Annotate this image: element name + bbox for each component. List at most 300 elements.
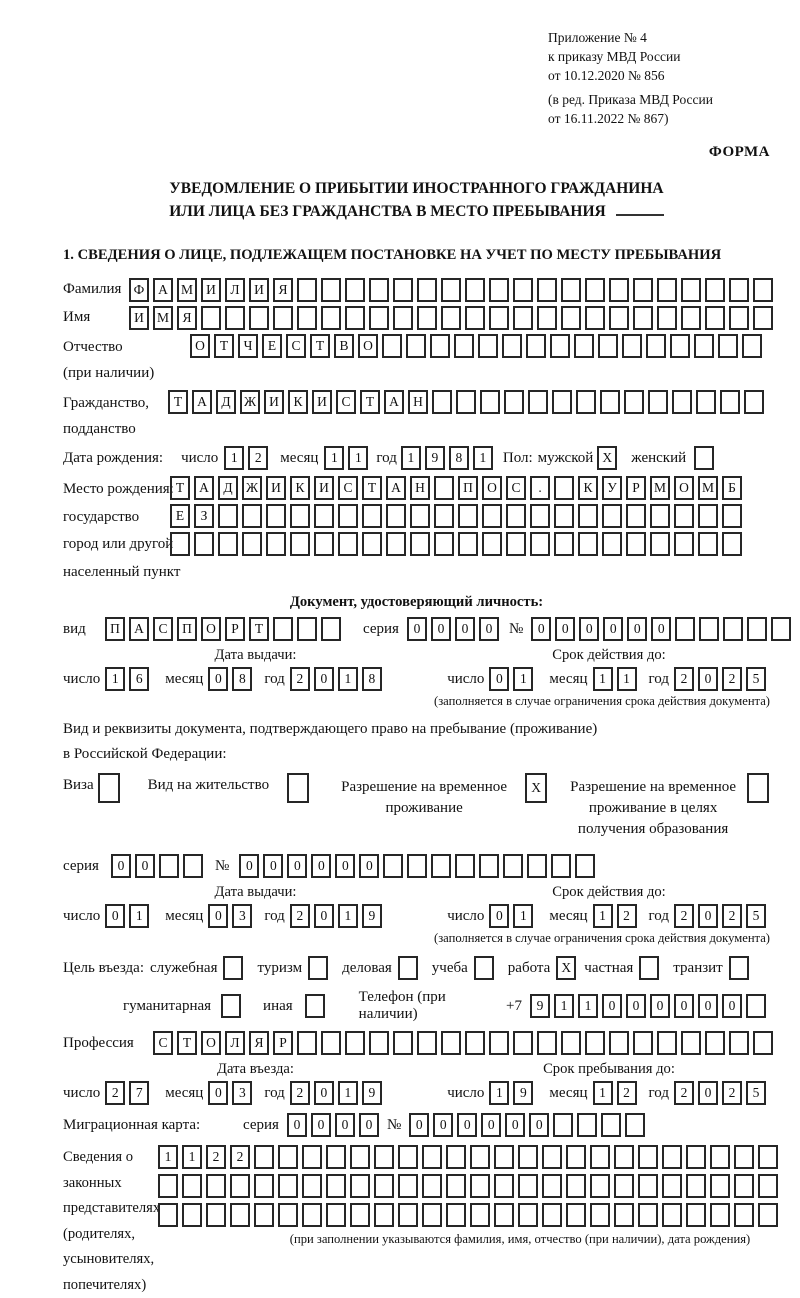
birth-year-cells[interactable]	[401, 446, 497, 470]
form-cell[interactable]: 0	[407, 617, 427, 641]
form-cell[interactable]: 9	[425, 446, 445, 470]
form-cell[interactable]: К	[290, 476, 310, 500]
form-cell[interactable]: 2	[674, 667, 694, 691]
valid-day-cells[interactable]	[489, 667, 537, 691]
form-cell[interactable]	[458, 532, 478, 556]
form-cell[interactable]	[554, 532, 574, 556]
visa-checkbox[interactable]	[98, 773, 120, 803]
form-cell[interactable]	[225, 306, 245, 330]
form-cell[interactable]	[681, 278, 701, 302]
form-cell[interactable]: Ч	[238, 334, 258, 358]
form-cell[interactable]: 1	[158, 1145, 178, 1169]
form-cell[interactable]	[657, 306, 677, 330]
form-cell[interactable]: 1	[338, 1081, 358, 1105]
form-cell[interactable]	[374, 1174, 394, 1198]
form-cell[interactable]	[518, 1174, 538, 1198]
form-cell[interactable]: Т	[310, 334, 330, 358]
form-cell[interactable]	[446, 1145, 466, 1169]
form-cell[interactable]	[406, 334, 426, 358]
form-cell[interactable]: 0	[431, 617, 451, 641]
valid-month-cells[interactable]	[593, 667, 641, 691]
form-cell[interactable]	[577, 1113, 597, 1137]
form-cell[interactable]: И	[249, 278, 269, 302]
form-cell[interactable]	[345, 278, 365, 302]
form-cell[interactable]	[575, 854, 595, 878]
form-cell[interactable]	[602, 532, 622, 556]
form-cell[interactable]: И	[314, 476, 334, 500]
form-cell[interactable]	[650, 504, 670, 528]
form-cell[interactable]	[710, 1174, 730, 1198]
form-cell[interactable]	[527, 854, 547, 878]
form-cell[interactable]	[297, 306, 317, 330]
form-cell[interactable]	[552, 390, 572, 414]
purpose-business-checkbox[interactable]	[398, 956, 418, 980]
female-checkbox[interactable]	[694, 446, 714, 470]
form-cell[interactable]	[638, 1145, 658, 1169]
form-cell[interactable]	[561, 1031, 581, 1055]
form-cell[interactable]: 0	[531, 617, 551, 641]
form-cell[interactable]: Т	[360, 390, 380, 414]
entry-month-cells[interactable]	[208, 1081, 256, 1105]
form-cell[interactable]: 0	[489, 904, 509, 928]
valid-year-cells[interactable]	[674, 904, 770, 928]
form-cell[interactable]	[297, 278, 317, 302]
form-cell[interactable]	[609, 1031, 629, 1055]
form-cell[interactable]	[417, 306, 437, 330]
form-cell[interactable]	[753, 306, 773, 330]
form-cell[interactable]: Н	[408, 390, 428, 414]
form-cell[interactable]: 1	[401, 446, 421, 470]
form-cell[interactable]: 2	[722, 667, 742, 691]
form-cell[interactable]	[622, 334, 642, 358]
form-cell[interactable]	[386, 532, 406, 556]
form-cell[interactable]: А	[194, 476, 214, 500]
birth-place-row2[interactable]	[170, 504, 746, 528]
form-cell[interactable]	[350, 1203, 370, 1227]
form-cell[interactable]: Ж	[240, 390, 260, 414]
form-cell[interactable]: И	[129, 306, 149, 330]
form-cell[interactable]	[321, 617, 341, 641]
form-cell[interactable]	[590, 1145, 610, 1169]
form-cell[interactable]: 1	[182, 1145, 202, 1169]
form-cell[interactable]	[242, 504, 262, 528]
form-cell[interactable]: 0	[505, 1113, 525, 1137]
form-cell[interactable]	[638, 1203, 658, 1227]
form-cell[interactable]	[321, 306, 341, 330]
form-cell[interactable]: Т	[362, 476, 382, 500]
form-cell[interactable]	[578, 504, 598, 528]
form-cell[interactable]	[681, 306, 701, 330]
form-cell[interactable]	[362, 504, 382, 528]
form-cell[interactable]	[338, 504, 358, 528]
form-cell[interactable]	[518, 1203, 538, 1227]
residence-permit-checkbox[interactable]	[287, 773, 309, 803]
form-cell[interactable]: И	[312, 390, 332, 414]
form-cell[interactable]: Я	[273, 278, 293, 302]
form-cell[interactable]	[554, 476, 574, 500]
form-cell[interactable]	[598, 334, 618, 358]
form-cell[interactable]: 1	[338, 904, 358, 928]
form-cell[interactable]: 2	[617, 1081, 637, 1105]
issue-day-cells[interactable]	[105, 667, 153, 691]
form-cell[interactable]: 0	[481, 1113, 501, 1137]
form-cell[interactable]: 2	[722, 904, 742, 928]
form-cell[interactable]	[158, 1203, 178, 1227]
form-cell[interactable]	[369, 306, 389, 330]
form-cell[interactable]: 3	[232, 904, 252, 928]
form-cell[interactable]: 2	[248, 446, 268, 470]
form-cell[interactable]: М	[698, 476, 718, 500]
form-cell[interactable]: 5	[746, 1081, 766, 1105]
form-cell[interactable]	[720, 390, 740, 414]
form-cell[interactable]: 1	[489, 1081, 509, 1105]
form-cell[interactable]: 2	[290, 1081, 310, 1105]
form-cell[interactable]	[470, 1145, 490, 1169]
form-cell[interactable]: Я	[249, 1031, 269, 1055]
form-cell[interactable]	[626, 504, 646, 528]
form-cell[interactable]: А	[384, 390, 404, 414]
form-cell[interactable]: 0	[359, 1113, 379, 1137]
form-cell[interactable]	[537, 278, 557, 302]
form-cell[interactable]: С	[153, 617, 173, 641]
form-cell[interactable]: О	[190, 334, 210, 358]
form-cell[interactable]	[194, 532, 214, 556]
form-cell[interactable]	[530, 532, 550, 556]
form-cell[interactable]	[528, 390, 548, 414]
form-cell[interactable]	[159, 854, 179, 878]
form-cell[interactable]	[494, 1203, 514, 1227]
form-cell[interactable]	[771, 617, 791, 641]
purpose-private-checkbox[interactable]	[639, 956, 659, 980]
phone-cells[interactable]	[530, 994, 770, 1018]
form-cell[interactable]	[494, 1145, 514, 1169]
patronymic-cells[interactable]	[190, 334, 766, 358]
form-cell[interactable]	[648, 390, 668, 414]
form-cell[interactable]: 0	[674, 994, 694, 1018]
form-cell[interactable]	[302, 1174, 322, 1198]
purpose-humanitarian-checkbox[interactable]	[221, 994, 241, 1018]
form-cell[interactable]	[624, 390, 644, 414]
form-cell[interactable]	[249, 306, 269, 330]
form-cell[interactable]	[638, 1174, 658, 1198]
form-cell[interactable]	[542, 1174, 562, 1198]
profession-cells[interactable]	[153, 1031, 777, 1055]
form-cell[interactable]: 2	[722, 1081, 742, 1105]
form-cell[interactable]: .	[530, 476, 550, 500]
form-cell[interactable]	[578, 532, 598, 556]
form-cell[interactable]: 8	[232, 667, 252, 691]
form-cell[interactable]	[503, 854, 523, 878]
form-cell[interactable]: 0	[208, 667, 228, 691]
form-cell[interactable]: 5	[746, 667, 766, 691]
form-cell[interactable]	[734, 1203, 754, 1227]
form-cell[interactable]	[278, 1174, 298, 1198]
form-cell[interactable]: И	[266, 476, 286, 500]
form-cell[interactable]	[434, 476, 454, 500]
form-cell[interactable]: Ж	[242, 476, 262, 500]
form-cell[interactable]: О	[358, 334, 378, 358]
form-cell[interactable]	[374, 1145, 394, 1169]
form-cell[interactable]	[345, 306, 365, 330]
form-cell[interactable]: И	[201, 278, 221, 302]
form-cell[interactable]	[633, 278, 653, 302]
form-cell[interactable]	[489, 278, 509, 302]
form-cell[interactable]	[530, 504, 550, 528]
form-cell[interactable]	[710, 1203, 730, 1227]
form-cell[interactable]	[345, 1031, 365, 1055]
form-cell[interactable]: 9	[513, 1081, 533, 1105]
form-cell[interactable]: 9	[530, 994, 550, 1018]
form-cell[interactable]	[482, 504, 502, 528]
form-cell[interactable]	[504, 390, 524, 414]
form-cell[interactable]	[698, 504, 718, 528]
form-cell[interactable]	[206, 1203, 226, 1227]
form-cell[interactable]	[609, 278, 629, 302]
migration-number-cells[interactable]	[409, 1113, 649, 1137]
form-cell[interactable]	[662, 1203, 682, 1227]
form-cell[interactable]	[633, 1031, 653, 1055]
form-cell[interactable]: С	[506, 476, 526, 500]
form-cell[interactable]	[561, 278, 581, 302]
form-cell[interactable]: 2	[230, 1145, 250, 1169]
form-cell[interactable]: Т	[249, 617, 269, 641]
form-cell[interactable]: 0	[722, 994, 742, 1018]
form-cell[interactable]: 0	[698, 1081, 718, 1105]
form-cell[interactable]	[410, 504, 430, 528]
form-cell[interactable]: О	[674, 476, 694, 500]
form-cell[interactable]	[747, 617, 767, 641]
form-cell[interactable]: Л	[225, 1031, 245, 1055]
form-cell[interactable]	[674, 532, 694, 556]
form-cell[interactable]: 0	[650, 994, 670, 1018]
form-cell[interactable]	[670, 334, 690, 358]
form-cell[interactable]	[254, 1203, 274, 1227]
form-cell[interactable]: 0	[359, 854, 379, 878]
form-cell[interactable]	[513, 278, 533, 302]
form-cell[interactable]: У	[602, 476, 622, 500]
purpose-work-checkbox[interactable]: X	[556, 956, 576, 980]
form-cell[interactable]	[338, 532, 358, 556]
doc-series-cells[interactable]	[407, 617, 503, 641]
form-cell[interactable]: Т	[214, 334, 234, 358]
form-cell[interactable]	[758, 1203, 778, 1227]
doc-type-cells[interactable]	[105, 617, 345, 641]
form-cell[interactable]: С	[153, 1031, 173, 1055]
form-cell[interactable]	[398, 1145, 418, 1169]
temp-residence-education-checkbox[interactable]	[747, 773, 769, 803]
form-cell[interactable]	[297, 1031, 317, 1055]
form-cell[interactable]: 2	[674, 1081, 694, 1105]
form-cell[interactable]	[422, 1145, 442, 1169]
form-cell[interactable]	[566, 1203, 586, 1227]
form-cell[interactable]: Л	[225, 278, 245, 302]
form-cell[interactable]	[494, 1174, 514, 1198]
form-cell[interactable]	[458, 504, 478, 528]
representatives-row1[interactable]	[158, 1145, 782, 1169]
form-cell[interactable]: 2	[617, 904, 637, 928]
form-cell[interactable]	[456, 390, 476, 414]
form-cell[interactable]	[513, 1031, 533, 1055]
form-cell[interactable]	[681, 1031, 701, 1055]
form-cell[interactable]	[398, 1203, 418, 1227]
form-cell[interactable]	[705, 278, 725, 302]
form-cell[interactable]: 0	[455, 617, 475, 641]
form-cell[interactable]	[254, 1174, 274, 1198]
form-cell[interactable]: 1	[473, 446, 493, 470]
form-cell[interactable]	[183, 854, 203, 878]
form-cell[interactable]: 1	[593, 667, 613, 691]
purpose-other-checkbox[interactable]	[305, 994, 325, 1018]
form-cell[interactable]: С	[336, 390, 356, 414]
form-cell[interactable]	[551, 854, 571, 878]
form-cell[interactable]	[266, 532, 286, 556]
form-cell[interactable]: 2	[290, 904, 310, 928]
form-cell[interactable]	[290, 504, 310, 528]
birth-day-cells[interactable]	[224, 446, 272, 470]
form-cell[interactable]	[633, 306, 653, 330]
form-cell[interactable]	[729, 306, 749, 330]
form-cell[interactable]: 0	[698, 994, 718, 1018]
form-cell[interactable]	[722, 504, 742, 528]
form-cell[interactable]	[657, 1031, 677, 1055]
form-cell[interactable]	[614, 1203, 634, 1227]
stay-year-cells[interactable]	[674, 1081, 770, 1105]
issue-day-cells[interactable]	[105, 904, 153, 928]
form-cell[interactable]	[537, 1031, 557, 1055]
form-cell[interactable]	[550, 334, 570, 358]
form-cell[interactable]: 0	[311, 1113, 331, 1137]
form-cell[interactable]: С	[338, 476, 358, 500]
form-cell[interactable]: 5	[746, 904, 766, 928]
form-cell[interactable]: 0	[335, 854, 355, 878]
form-cell[interactable]	[182, 1203, 202, 1227]
form-cell[interactable]: К	[288, 390, 308, 414]
form-cell[interactable]	[705, 1031, 725, 1055]
form-cell[interactable]: 1	[593, 904, 613, 928]
form-cell[interactable]	[729, 278, 749, 302]
form-cell[interactable]	[321, 278, 341, 302]
form-cell[interactable]	[482, 532, 502, 556]
form-cell[interactable]: 1	[578, 994, 598, 1018]
form-cell[interactable]	[506, 504, 526, 528]
form-cell[interactable]: 0	[529, 1113, 549, 1137]
form-cell[interactable]	[430, 334, 450, 358]
form-cell[interactable]: 8	[362, 667, 382, 691]
name-cells[interactable]	[129, 306, 777, 330]
form-cell[interactable]	[326, 1174, 346, 1198]
form-cell[interactable]: 0	[105, 904, 125, 928]
form-cell[interactable]	[302, 1145, 322, 1169]
form-cell[interactable]	[254, 1145, 274, 1169]
form-cell[interactable]	[686, 1145, 706, 1169]
form-cell[interactable]: 0	[263, 854, 283, 878]
form-cell[interactable]	[158, 1174, 178, 1198]
form-cell[interactable]: 2	[105, 1081, 125, 1105]
form-cell[interactable]	[369, 1031, 389, 1055]
form-cell[interactable]	[590, 1203, 610, 1227]
form-cell[interactable]: Я	[177, 306, 197, 330]
form-cell[interactable]: 1	[554, 994, 574, 1018]
form-cell[interactable]	[441, 278, 461, 302]
form-cell[interactable]	[446, 1203, 466, 1227]
form-cell[interactable]	[590, 1174, 610, 1198]
form-cell[interactable]	[182, 1174, 202, 1198]
representatives-row3[interactable]	[158, 1203, 782, 1227]
form-cell[interactable]: О	[201, 1031, 221, 1055]
form-cell[interactable]	[576, 390, 596, 414]
form-cell[interactable]: 0	[239, 854, 259, 878]
form-cell[interactable]	[374, 1203, 394, 1227]
form-cell[interactable]	[746, 994, 766, 1018]
form-cell[interactable]	[455, 854, 475, 878]
form-cell[interactable]: М	[153, 306, 173, 330]
form-cell[interactable]: 0	[603, 617, 623, 641]
form-cell[interactable]: 9	[362, 1081, 382, 1105]
form-cell[interactable]	[705, 306, 725, 330]
form-cell[interactable]	[614, 1145, 634, 1169]
valid-month-cells[interactable]	[593, 904, 641, 928]
form-cell[interactable]	[278, 1203, 298, 1227]
form-cell[interactable]	[410, 532, 430, 556]
form-cell[interactable]	[454, 334, 474, 358]
form-cell[interactable]	[417, 278, 437, 302]
form-cell[interactable]: Т	[177, 1031, 197, 1055]
form-cell[interactable]: С	[286, 334, 306, 358]
form-cell[interactable]: 0	[627, 617, 647, 641]
form-cell[interactable]: 1	[617, 667, 637, 691]
form-cell[interactable]	[478, 334, 498, 358]
form-cell[interactable]	[506, 532, 526, 556]
form-cell[interactable]	[393, 306, 413, 330]
form-cell[interactable]	[699, 617, 719, 641]
form-cell[interactable]: Р	[626, 476, 646, 500]
form-cell[interactable]: В	[334, 334, 354, 358]
birth-month-cells[interactable]	[324, 446, 372, 470]
stay-month-cells[interactable]	[593, 1081, 641, 1105]
form-cell[interactable]	[362, 532, 382, 556]
form-cell[interactable]	[753, 1031, 773, 1055]
form-cell[interactable]	[626, 532, 646, 556]
form-cell[interactable]	[441, 1031, 461, 1055]
form-cell[interactable]	[383, 854, 403, 878]
form-cell[interactable]: 1	[129, 904, 149, 928]
issue-month-cells[interactable]	[208, 667, 256, 691]
form-cell[interactable]: Ф	[129, 278, 149, 302]
form-cell[interactable]	[489, 306, 509, 330]
form-cell[interactable]	[566, 1174, 586, 1198]
form-cell[interactable]: К	[578, 476, 598, 500]
form-cell[interactable]: 0	[314, 904, 334, 928]
form-cell[interactable]: Р	[225, 617, 245, 641]
form-cell[interactable]: 1	[348, 446, 368, 470]
entry-year-cells[interactable]	[290, 1081, 386, 1105]
form-cell[interactable]: 0	[489, 667, 509, 691]
form-cell[interactable]: 0	[626, 994, 646, 1018]
form-cell[interactable]	[734, 1145, 754, 1169]
form-cell[interactable]	[542, 1145, 562, 1169]
form-cell[interactable]: 7	[129, 1081, 149, 1105]
form-cell[interactable]: Р	[273, 1031, 293, 1055]
form-cell[interactable]: Е	[170, 504, 190, 528]
form-cell[interactable]: 3	[232, 1081, 252, 1105]
form-cell[interactable]: 0	[579, 617, 599, 641]
form-cell[interactable]	[465, 306, 485, 330]
form-cell[interactable]	[350, 1145, 370, 1169]
birth-place-row3[interactable]	[170, 532, 746, 556]
form-cell[interactable]	[672, 390, 692, 414]
form-cell[interactable]	[723, 617, 743, 641]
purpose-official-checkbox[interactable]	[223, 956, 243, 980]
